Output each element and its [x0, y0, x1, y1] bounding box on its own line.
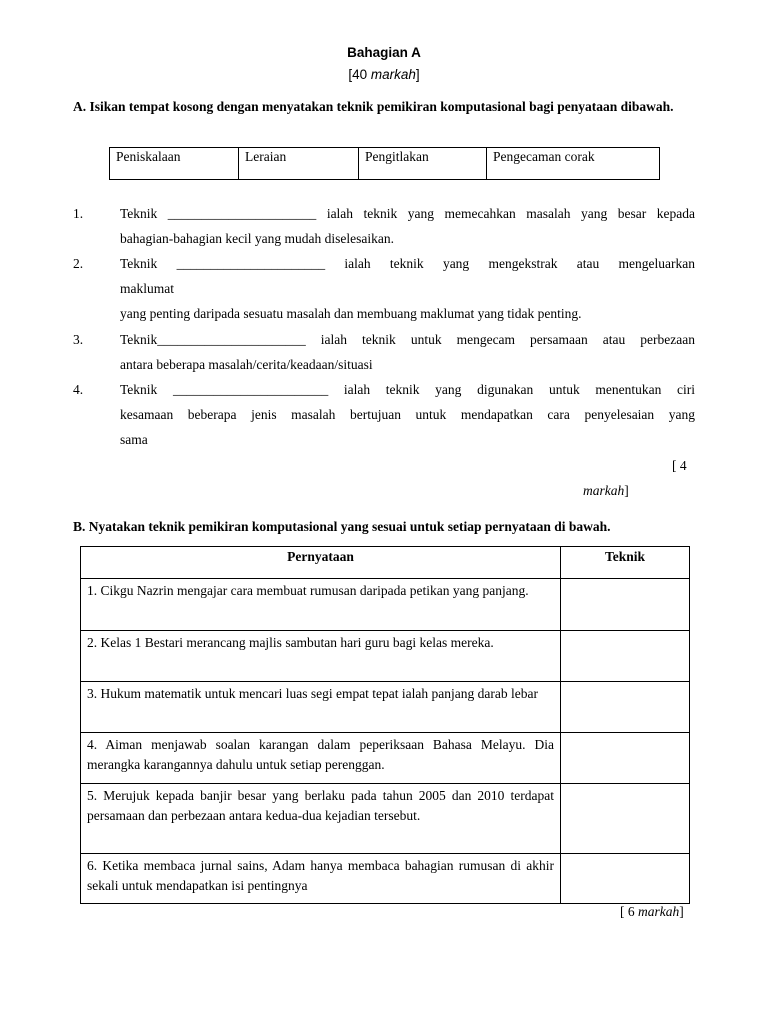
statement-cell: 5. Merujuk kepada banjir besar yang berlaku pada tahun 2005 dan 2010 terdapat persamaan dan perbezaan antara kedua-dua kejadian tersebut. — [81, 784, 561, 854]
question-text: sama — [120, 432, 148, 447]
question-text: maklumat — [120, 281, 174, 296]
question-text: Teknik ______________________ ialah teknik yang memecahkan masalah yang besar kepada — [120, 206, 695, 221]
section-b-title: B. Nyatakan teknik pemikiran komputasional yang sesuai untuk setiap pernyataan di bawah. — [73, 519, 611, 534]
section-a-marks: [ 4 — [672, 458, 687, 473]
question-text: bahagian-bahagian kecil yang mudah diselesaikan. — [120, 231, 395, 246]
question-number: 2. — [73, 256, 84, 271]
question-text: yang penting daripada sesuatu masalah dan membuang maklumat yang tidak penting. — [120, 306, 582, 321]
options-table — [109, 147, 660, 180]
total-marks-open: [40 — [348, 67, 371, 82]
section-a-marks-close: ] — [624, 483, 629, 498]
section-b-marks-word: markah — [638, 904, 680, 919]
answer-cell[interactable] — [561, 579, 690, 631]
section-heading: Bahagian A — [347, 45, 421, 60]
answer-cell[interactable] — [561, 784, 690, 854]
option-cell: Pengecaman corak — [487, 148, 660, 180]
option-cell: Pengitlakan — [359, 148, 487, 180]
header-teknik: Teknik — [561, 547, 690, 579]
option-cell: Leraian — [239, 148, 359, 180]
statement-cell: 4. Aiman menjawab soalan karangan dalam peperiksaan Bahasa Melayu. Dia merangka karangannya dahulu untuk setiap perenggan. — [81, 733, 561, 784]
question-number: 4. — [73, 382, 84, 397]
answer-cell[interactable] — [561, 733, 690, 784]
section-a-marks-word — [583, 483, 629, 499]
section-a-title: A. Isikan tempat kosong dengan menyatakan teknik pemikiran komputasional bagi penyataan dibawah. — [73, 99, 674, 114]
question-text: Teknik______________________ ialah teknik untuk mengecam persamaan atau perbezaan — [120, 332, 695, 347]
answer-cell[interactable] — [561, 631, 690, 682]
statements-table — [80, 546, 690, 904]
question-number: 1. — [73, 206, 84, 221]
total-marks-close: ] — [415, 67, 420, 82]
statement-cell: 6. Ketika membaca jurnal sains, Adam hanya membaca bahagian rumusan di akhir sekali untuk mendapatkan isi pentingnya — [81, 854, 561, 904]
statement-cell: 2. Kelas 1 Bestari merancang majlis sambutan hari guru bagi kelas mereka. — [81, 631, 561, 682]
total-marks — [0, 67, 768, 82]
question-number: 3. — [73, 332, 84, 347]
total-marks-word: markah — [370, 67, 416, 82]
section-b-marks-close: ] — [679, 904, 684, 919]
statement-cell: 1. Cikgu Nazrin mengajar cara membuat rumusan daripada petikan yang panjang. — [81, 579, 561, 631]
question-text: kesamaan beberapa jenis masalah bertujuan untuk mendapatkan cara penyelesaian yang — [120, 407, 695, 422]
answer-cell[interactable] — [561, 682, 690, 733]
section-b-marks-open: [ 6 — [620, 904, 638, 919]
question-text: antara beberapa masalah/cerita/keadaan/situasi — [120, 357, 373, 372]
question-text: Teknik _______________________ ialah teknik yang digunakan untuk menentukan ciri — [120, 382, 695, 397]
section-a-marks-label: markah — [583, 483, 625, 498]
header-pernyataan: Pernyataan — [81, 547, 561, 579]
statement-cell: 3. Hukum matematik untuk mencari luas segi empat tepat ialah panjang darab lebar — [81, 682, 561, 733]
option-cell: Peniskalaan — [110, 148, 239, 180]
answer-cell[interactable] — [561, 854, 690, 904]
question-text: Teknik ______________________ ialah teknik yang mengekstrak atau mengeluarkan — [120, 256, 695, 271]
section-b-marks — [620, 904, 684, 920]
